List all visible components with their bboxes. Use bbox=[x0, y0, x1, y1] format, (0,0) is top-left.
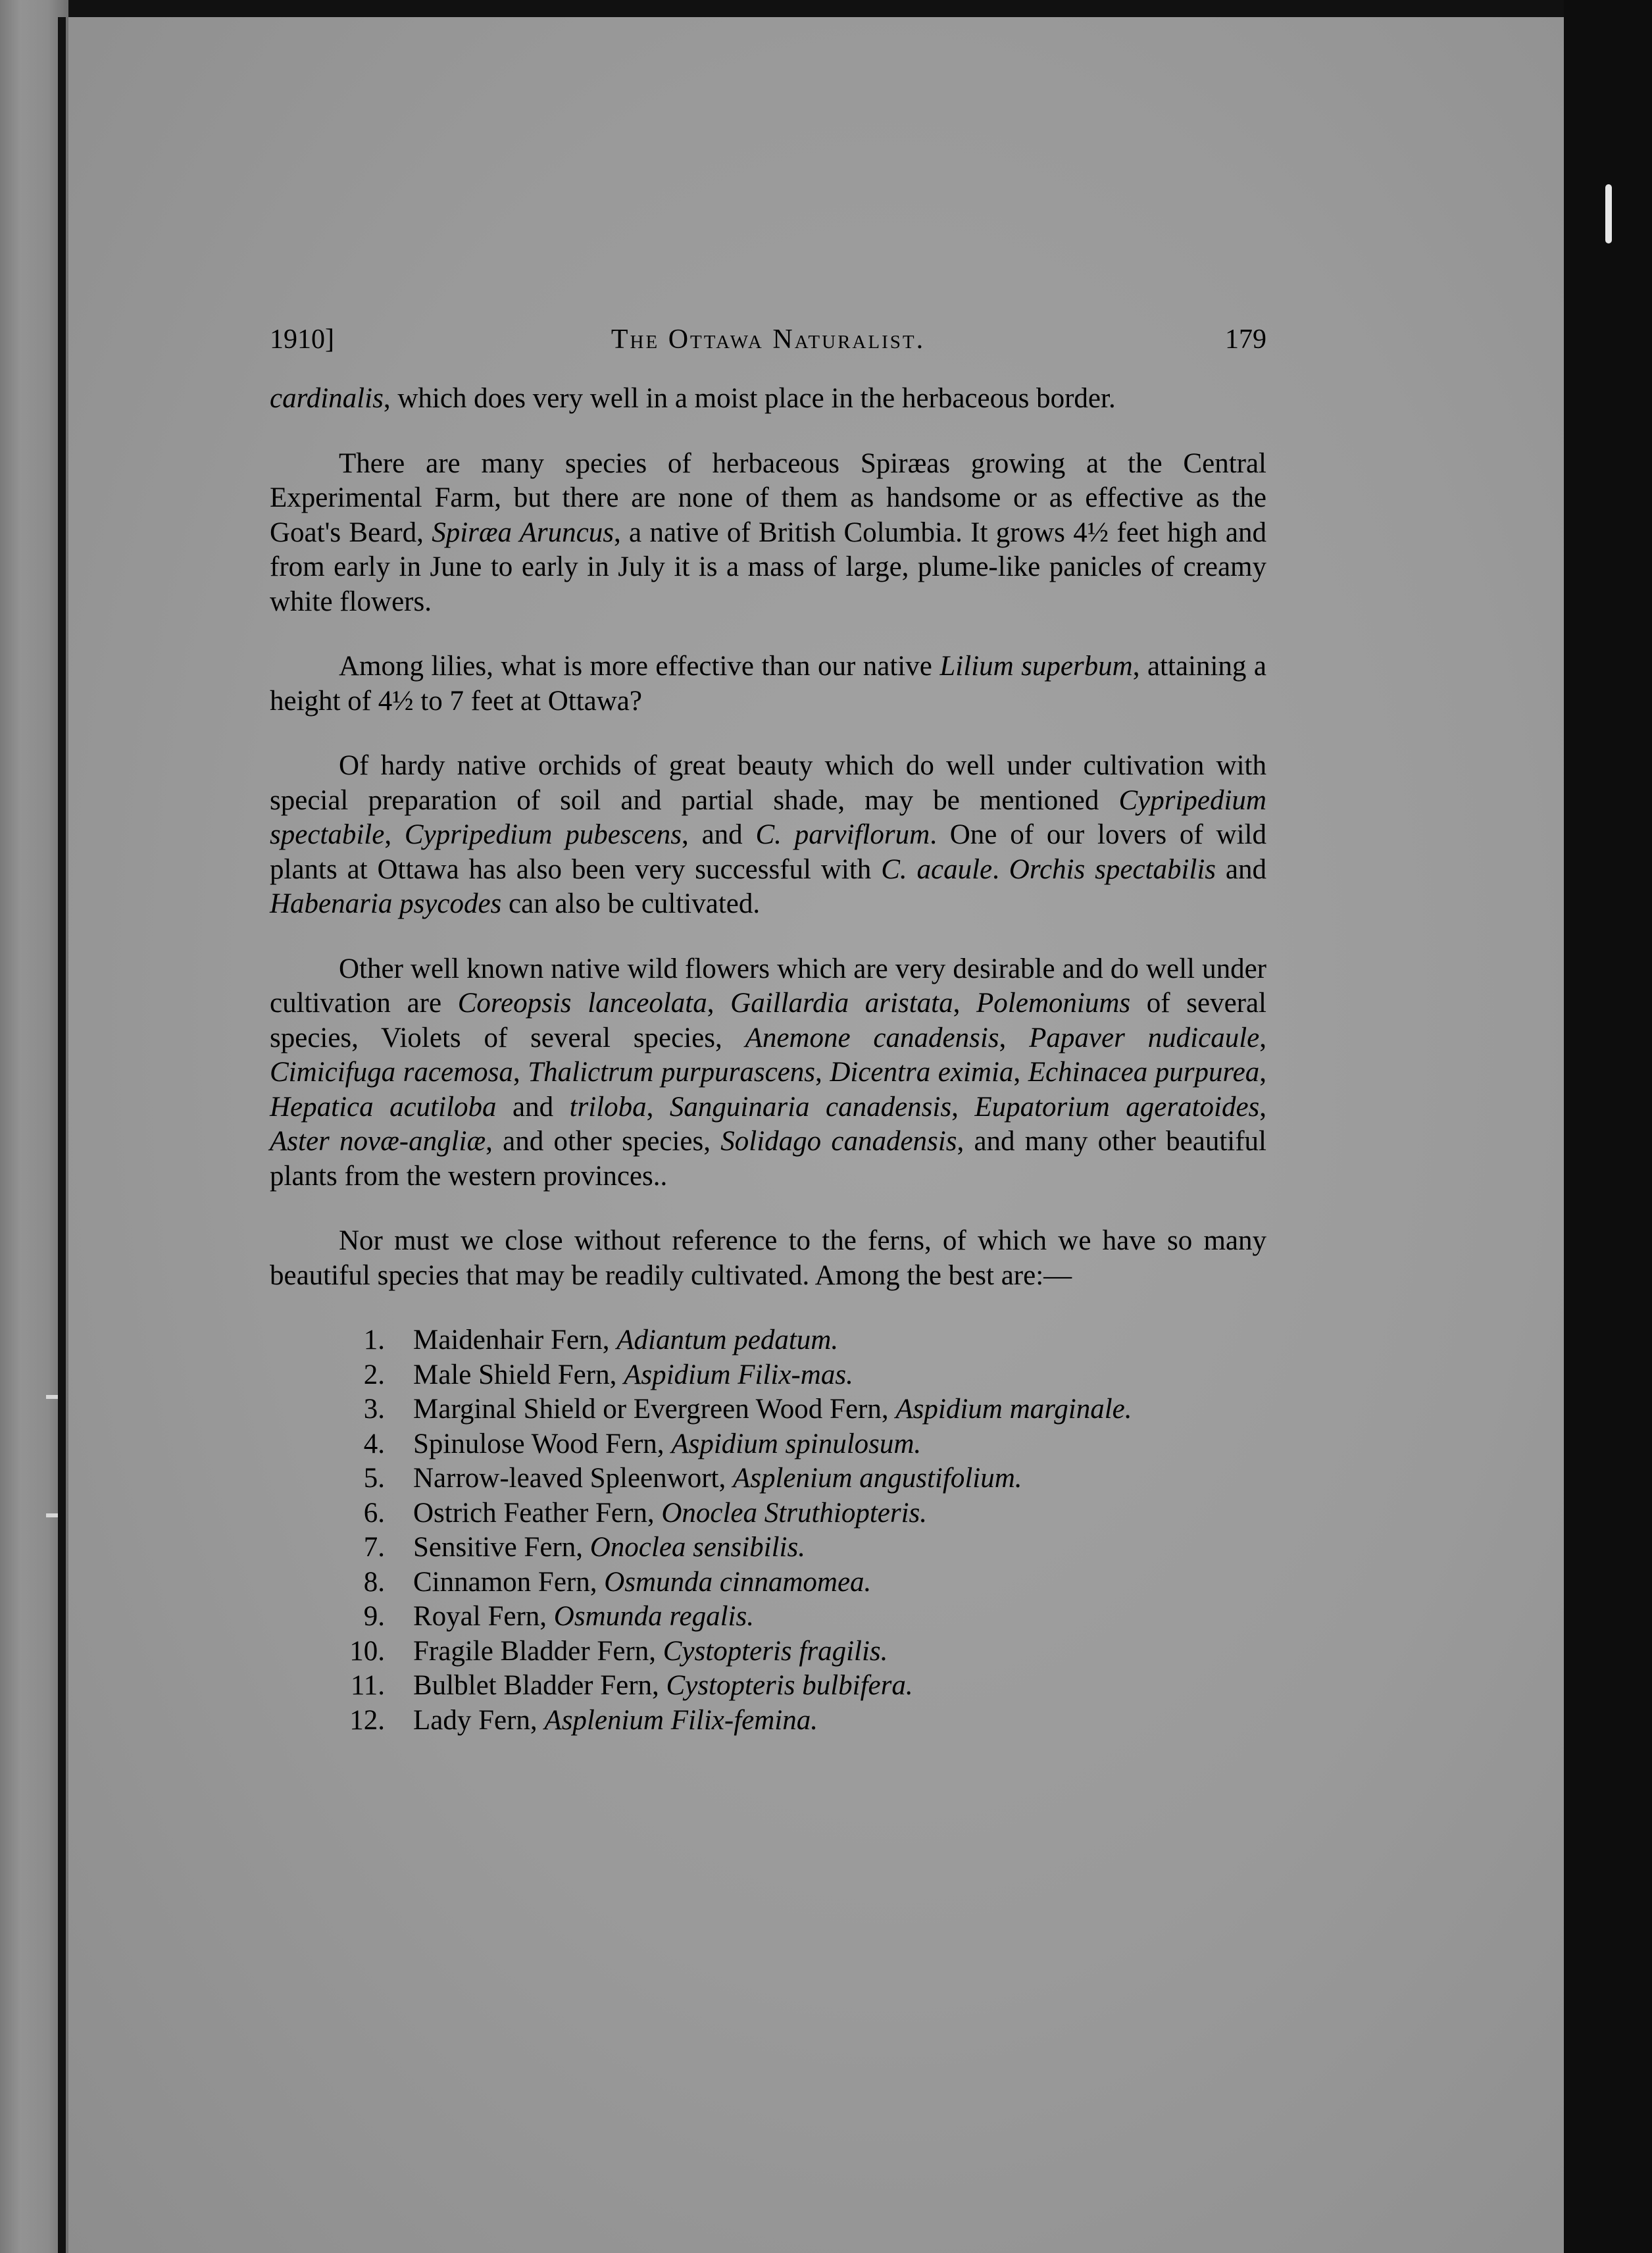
list-number: 9. bbox=[363, 1601, 385, 1632]
fern-list-item bbox=[270, 1531, 1266, 1565]
text: , bbox=[815, 1057, 830, 1088]
list-number: 12. bbox=[349, 1704, 385, 1736]
species-name: Solidago canadensis bbox=[720, 1126, 957, 1157]
fern-latin-name: Aspidium spinulosum. bbox=[671, 1428, 922, 1459]
paragraph bbox=[270, 649, 1266, 719]
scan-top-border bbox=[0, 0, 1652, 17]
text: , bbox=[953, 988, 977, 1019]
text: Among lilies, what is more effective than our native bbox=[339, 651, 940, 682]
species-name: Echinacea purpurea bbox=[1028, 1057, 1260, 1088]
species-name: Spiræa Aruncus bbox=[432, 517, 614, 548]
species-name: C. parviflorum bbox=[755, 819, 930, 850]
edge-mark bbox=[1605, 184, 1612, 243]
fern-latin-name: Cystopteris fragilis. bbox=[663, 1635, 888, 1667]
list-number: 1. bbox=[363, 1325, 385, 1355]
fern-common-name: Royal Fern, bbox=[413, 1601, 554, 1632]
text: can also be cultivated. bbox=[501, 888, 761, 919]
text: , and bbox=[682, 819, 756, 850]
species-name: Gaillardia aristata bbox=[730, 988, 953, 1019]
scan-right-border bbox=[1564, 0, 1652, 2253]
list-number: 3. bbox=[363, 1394, 385, 1425]
header-year: 1910] bbox=[270, 324, 334, 355]
text: , bbox=[951, 1091, 975, 1123]
text: . One of our lovers of wild plants at Ottawa has also been very successful with bbox=[270, 819, 1266, 885]
fern-latin-name: Asplenium Filix-femina. bbox=[544, 1704, 818, 1736]
list-number: 8. bbox=[363, 1566, 385, 1598]
fern-latin-name: Aspidium Filix-mas. bbox=[624, 1359, 853, 1390]
species-name: Cypripedium pubescens bbox=[404, 819, 682, 850]
text: , and other species, bbox=[486, 1126, 721, 1157]
fern-list-item bbox=[270, 1704, 1266, 1738]
text: , attaining a height of 4½ to 7 feet at Ottawa? bbox=[270, 651, 1266, 717]
species-name: Coreopsis lanceolata bbox=[457, 988, 707, 1019]
fern-list-item bbox=[270, 1496, 1266, 1531]
fern-latin-name: Osmunda cinnamomea. bbox=[604, 1566, 872, 1598]
species-name: triloba bbox=[569, 1091, 647, 1123]
fern-common-name: Maidenhair Fern, bbox=[413, 1325, 617, 1355]
journal-title: The Ottawa Naturalist. bbox=[611, 324, 926, 355]
species-name: Thalictrum purpurascens bbox=[528, 1057, 816, 1088]
fern-list bbox=[270, 1323, 1266, 1738]
species-name: Cypripedium spectabile bbox=[270, 784, 1266, 850]
text: , bbox=[1013, 1057, 1028, 1088]
list-number: 2. bbox=[363, 1359, 385, 1390]
fern-latin-name: Asplenium angustifolium. bbox=[732, 1463, 1022, 1494]
text: of several species, Violets of several species, bbox=[270, 988, 1267, 1053]
species-name: Eupatorium ageratoides bbox=[974, 1091, 1260, 1123]
text: Nor must we close without reference to the ferns, of which we have so many beautiful species that may be readily cultivated. Among the best are:— bbox=[270, 1225, 1266, 1291]
text: , which does very well in a moist place in the herbaceous border. bbox=[383, 383, 1116, 414]
paragraph bbox=[270, 447, 1266, 620]
species-name: Dicentra eximia bbox=[830, 1057, 1014, 1088]
fern-list-item bbox=[270, 1358, 1266, 1393]
paragraph bbox=[270, 1224, 1266, 1293]
fern-latin-name: Osmunda regalis. bbox=[553, 1601, 754, 1632]
species-name: Orchis spectabilis bbox=[1009, 853, 1216, 885]
fern-common-name: Male Shield Fern, bbox=[413, 1359, 624, 1390]
fern-latin-name: Onoclea sensibilis. bbox=[589, 1532, 805, 1563]
text: and bbox=[1216, 853, 1266, 885]
text: , bbox=[1259, 1091, 1267, 1123]
species-name: Anemone canadensis bbox=[745, 1022, 999, 1053]
text: , and many other beautiful plants from the western provinces.. bbox=[270, 1126, 1266, 1192]
list-number: 7. bbox=[363, 1532, 385, 1563]
fern-latin-name: Cystopteris bulbifera. bbox=[666, 1670, 913, 1701]
fern-latin-name: Onoclea Struthiopteris. bbox=[661, 1497, 928, 1529]
species-name: Cimicifuga racemosa bbox=[270, 1057, 513, 1088]
text: Of hardy native orchids of great beauty which do well under cultivation with special preparation of soil and partial shade, may be mentioned bbox=[270, 750, 1266, 816]
text: and bbox=[496, 1091, 570, 1123]
text: . bbox=[992, 853, 1009, 885]
text: , a native of British Columbia. It grows 4½ feet high and from early in June to early in July it is a mass of large, plume-like panicles of creamy white flowers. bbox=[270, 517, 1266, 617]
species-name: Polemoniums bbox=[976, 988, 1131, 1019]
species-name: Habenaria psycodes bbox=[270, 888, 502, 919]
paragraph bbox=[270, 749, 1266, 922]
fern-common-name: Bulblet Bladder Fern, bbox=[413, 1670, 666, 1701]
list-number: 4. bbox=[363, 1428, 385, 1459]
text: , bbox=[707, 988, 731, 1019]
running-header bbox=[270, 320, 1266, 359]
fern-common-name: Cinnamon Fern, bbox=[413, 1566, 605, 1598]
species-name: C. acaule bbox=[881, 853, 993, 885]
paragraph bbox=[270, 382, 1266, 417]
fern-common-name: Fragile Bladder Fern, bbox=[413, 1635, 663, 1667]
page-number: 179 bbox=[1225, 324, 1266, 355]
fern-common-name: Lady Fern, bbox=[413, 1704, 545, 1736]
article-body bbox=[270, 382, 1266, 1738]
fern-list-item bbox=[270, 1461, 1266, 1496]
text: There are many species of herbaceous Spiræas growing at the Central Experimental Farm, but there are none of them as handsome or as effective as the Goat's Beard, bbox=[270, 447, 1266, 548]
fern-list-item bbox=[270, 1565, 1266, 1600]
fern-list-item bbox=[270, 1323, 1266, 1358]
text: , bbox=[1259, 1057, 1266, 1088]
fern-common-name: Ostrich Feather Fern, bbox=[413, 1497, 662, 1529]
list-number: 6. bbox=[363, 1497, 385, 1529]
species-name: Hepatica acutiloba bbox=[270, 1091, 497, 1123]
fern-common-name: Sensitive Fern, bbox=[413, 1532, 590, 1563]
text: , bbox=[1259, 1022, 1266, 1053]
margin-mark bbox=[46, 1513, 58, 1517]
list-number: 11. bbox=[350, 1670, 385, 1701]
fern-latin-name: Aspidium marginale. bbox=[895, 1394, 1132, 1425]
text: , bbox=[513, 1057, 528, 1088]
fern-list-item bbox=[270, 1634, 1266, 1669]
fern-list-item bbox=[270, 1669, 1266, 1704]
fern-list-item bbox=[270, 1600, 1266, 1634]
fern-common-name: Marginal Shield or Evergreen Wood Fern, bbox=[413, 1394, 896, 1425]
list-number: 5. bbox=[363, 1463, 385, 1494]
fern-common-name: Spinulose Wood Fern, bbox=[413, 1428, 672, 1459]
binding-shadow bbox=[58, 17, 66, 2253]
fern-latin-name: Adiantum pedatum. bbox=[616, 1325, 839, 1355]
list-number: 10. bbox=[349, 1635, 385, 1667]
margin-mark bbox=[46, 1395, 58, 1399]
text: , bbox=[999, 1022, 1030, 1053]
fern-list-item bbox=[270, 1427, 1266, 1462]
text: Other well known native wild flowers which are very desirable and do well under cultivation are bbox=[270, 953, 1266, 1019]
species-name: cardinalis bbox=[270, 383, 384, 414]
paragraph bbox=[270, 952, 1266, 1194]
species-name: Sanguinaria canadensis bbox=[669, 1091, 952, 1123]
species-name: Aster novæ-angliæ bbox=[270, 1126, 486, 1157]
text: , bbox=[384, 819, 405, 850]
species-name: Papaver nudicaule bbox=[1029, 1022, 1260, 1053]
text: , bbox=[646, 1091, 670, 1123]
species-name: Lilium superbum bbox=[939, 651, 1133, 682]
fern-list-item bbox=[270, 1392, 1266, 1427]
fern-common-name: Narrow-leaved Spleenwort, bbox=[413, 1463, 733, 1494]
